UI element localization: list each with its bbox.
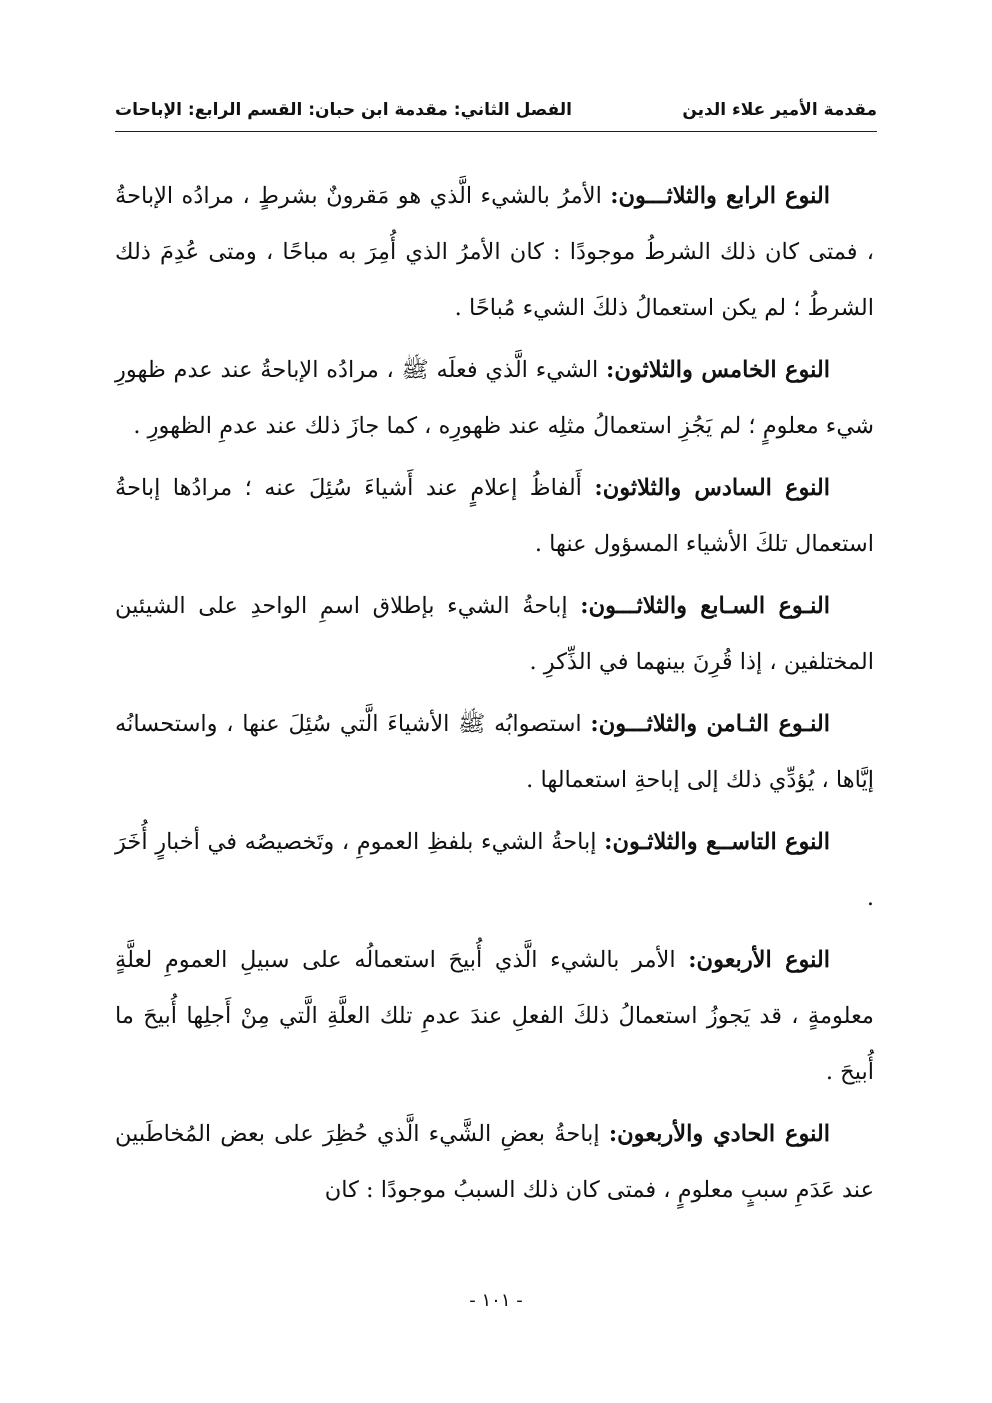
paragraph-type-38 bbox=[115, 696, 874, 808]
paragraph-heading: النوع التاســع والثلاثـون: bbox=[604, 829, 831, 855]
paragraph-heading: النـوع الثـامن والثلاثـــون: bbox=[590, 711, 830, 737]
paragraph-type-35 bbox=[115, 342, 874, 454]
paragraph-text: إباحةُ الشيء بإطلاق اسمِ الواحدِ على الشيئين المختلفين ، إذا قُرِنَ بينهما في الذِّكرِ . bbox=[115, 593, 874, 675]
paragraph-heading: النوع السادس والثلاثون: bbox=[594, 475, 830, 501]
paragraph-type-36 bbox=[115, 460, 874, 572]
page-number: - ١٠١ - bbox=[469, 1290, 523, 1311]
section-title: الفصل الثاني: مقدمة ابن حبان: القسم الرابع: الإباحات bbox=[115, 100, 572, 120]
paragraph-text: استصوابُه ﷺ الأشياءَ الَّتي سُئِلَ عنها ، واستحسانُه إيَّاها ، يُؤدِّي ذلك إلى إباحةِ استعمالها . bbox=[115, 711, 874, 793]
paragraph-type-40 bbox=[115, 932, 874, 1100]
paragraph-heading: النوع الحادي والأربعون: bbox=[608, 1121, 831, 1147]
paragraph-text: إباحةُ الشيء بلفظِ العمومِ ، وتَخصيصُه في أخبارٍ أُخَرَ . bbox=[115, 829, 874, 911]
paragraph-text: الأمر بالشيء الَّذي أُبيحَ استعمالُه على سبيلِ العمومِ لعلَّةٍ معلومةٍ ، قد يَجوزُ استعمالُ ذلكَ الفعلِ عندَ عدمِ تلك العلَّةِ الَّتي مِنْ أَجلِها أُبيحَ ما أُبيحَ . bbox=[115, 947, 874, 1085]
page-body bbox=[115, 168, 874, 1224]
book-title: مقدمة الأمير علاء الدين bbox=[682, 100, 877, 120]
paragraph-type-37 bbox=[115, 578, 874, 690]
paragraph-text: إباحةُ بعضِ الشَّيء الَّذي حُظِرَ على بعض المُخاطَبين عند عَدَمِ سببٍ معلومٍ ، فمتى كان ذلك السببُ موجودًا : كان bbox=[115, 1121, 874, 1203]
paragraph-heading: النـوع السـابع والثلاثـــون: bbox=[580, 593, 830, 619]
header-divider bbox=[115, 131, 877, 132]
paragraph-heading: النوع الخامس والثلاثون: bbox=[606, 357, 830, 383]
paragraph-type-34 bbox=[115, 168, 874, 336]
paragraph-heading: النوع الأربعون: bbox=[688, 947, 831, 973]
paragraph-text: أَلفاظُ إعلامٍ عند أَشياءَ سُئِلَ عنه ؛ مرادُها إباحةُ استعمال تلكَ الأشياء المسؤول عنها . bbox=[115, 475, 874, 557]
paragraph-heading: النوع الرابع والثلاثـــون: bbox=[610, 183, 830, 209]
paragraph-text: الشيء الَّذي فعلَه ﷺ ، مرادُه الإباحةُ عند عدم ظهورِ شيء معلومٍ ؛ لم يَجُزِ استعمالُ مثلِه عند ظهورِه ، كما جازَ ذلك عند عدمِ الظهورِ . bbox=[115, 357, 874, 439]
running-header bbox=[115, 92, 877, 128]
paragraph-text: الأمرُ بالشيء الَّذي هو مَقرونٌ بشرطٍ ، مرادُه الإباحةُ ، فمتى كان ذلك الشرطُ موجودًا : كان الأمرُ الذي أُمِرَ به مباحًا ، ومتى عُدِمَ ذلك الشرطُ ؛ لم يكن استعمالُ ذلكَ الشيء مُباحًا . bbox=[115, 183, 874, 321]
paragraph-type-39 bbox=[115, 814, 874, 926]
paragraph-type-41 bbox=[115, 1106, 874, 1218]
